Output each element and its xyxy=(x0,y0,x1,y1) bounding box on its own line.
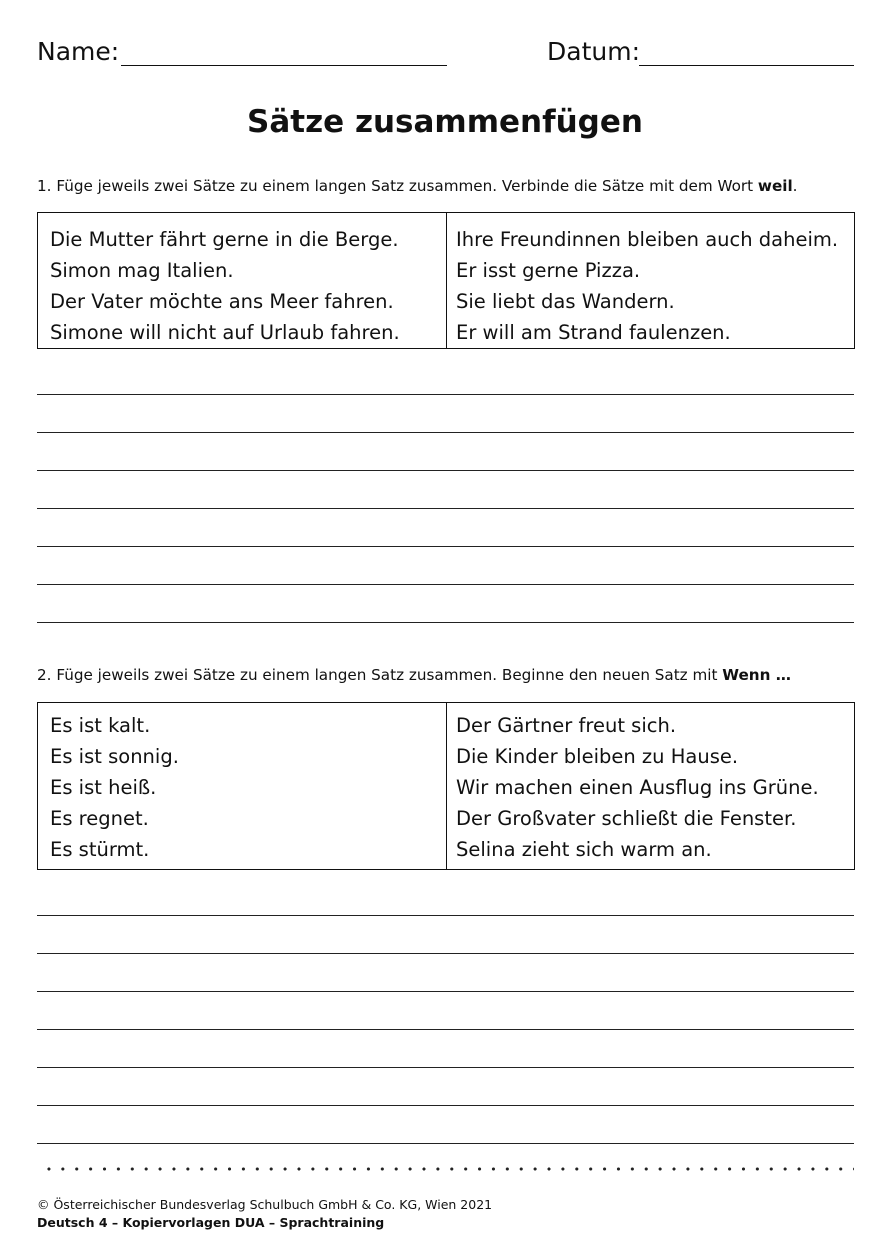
sentence: Sie liebt das Wandern. xyxy=(456,290,675,313)
dotted-separator xyxy=(42,1163,854,1175)
sentence: Simon mag Italien. xyxy=(50,259,234,282)
writing-line[interactable] xyxy=(37,546,854,547)
date-field[interactable] xyxy=(639,65,854,66)
writing-line[interactable] xyxy=(37,508,854,509)
exercise1-instruction xyxy=(37,175,798,197)
exercise1-left-column xyxy=(38,213,446,348)
writing-line[interactable] xyxy=(37,1029,854,1030)
exercise2-keyword: Wenn … xyxy=(722,666,791,684)
sentence: Selina zieht sich warm an. xyxy=(456,838,712,861)
exercise1-instruction-end: . xyxy=(792,177,798,195)
writing-line[interactable] xyxy=(37,991,854,992)
sentence: Der Gärtner freut sich. xyxy=(456,714,677,737)
writing-line[interactable] xyxy=(37,1143,854,1144)
header-row xyxy=(37,36,854,72)
writing-line[interactable] xyxy=(37,432,854,433)
name-label: Name: xyxy=(37,37,120,66)
name-field[interactable] xyxy=(121,65,447,66)
sentence: Es ist heiß. xyxy=(50,776,157,799)
sentence: Er isst gerne Pizza. xyxy=(456,259,641,282)
footer-book-title: Deutsch 4 – Kopiervorlagen DUA – Sprachtraining xyxy=(37,1215,385,1230)
date-label: Datum: xyxy=(547,37,640,66)
exercise1-sentence-box xyxy=(37,212,855,349)
sentence: Der Vater möchte ans Meer fahren. xyxy=(50,290,394,313)
writing-line[interactable] xyxy=(37,622,854,623)
writing-line[interactable] xyxy=(37,584,854,585)
sentence: Die Kinder bleiben zu Hause. xyxy=(456,745,739,768)
exercise2-instruction-text: 2. Füge jeweils zwei Sätze zu einem langen Satz zusammen. Beginne den neuen Satz mit xyxy=(37,666,723,684)
writing-line[interactable] xyxy=(37,953,854,954)
writing-line[interactable] xyxy=(37,470,854,471)
writing-line[interactable] xyxy=(37,394,854,395)
writing-line[interactable] xyxy=(37,1067,854,1068)
sentence: Die Mutter fährt gerne in die Berge. xyxy=(50,228,399,251)
writing-line[interactable] xyxy=(37,915,854,916)
sentence: Ihre Freundinnen bleiben auch daheim. xyxy=(456,228,839,251)
exercise1-keyword: weil xyxy=(757,177,793,195)
sentence: Es ist sonnig. xyxy=(50,745,179,768)
exercise1-instruction-text: 1. Füge jeweils zwei Sätze zu einem langen Satz zusammen. Verbinde die Sätze mit dem Wort xyxy=(37,177,758,195)
sentence: Es ist kalt. xyxy=(50,714,151,737)
exercise2-right-column xyxy=(446,703,854,869)
sentence: Es stürmt. xyxy=(50,838,150,861)
sentence: Simone will nicht auf Urlaub fahren. xyxy=(50,321,400,344)
exercise1-right-column xyxy=(446,213,854,348)
writing-line[interactable] xyxy=(37,1105,854,1106)
sentence: Der Großvater schließt die Fenster. xyxy=(456,807,797,830)
sentence: Wir machen einen Ausflug ins Grüne. xyxy=(456,776,819,799)
exercise2-instruction xyxy=(37,664,791,686)
exercise2-sentence-box xyxy=(37,702,855,870)
exercise2-left-column xyxy=(38,703,446,869)
footer-copyright: © Österreichischer Bundesverlag Schulbuch GmbH & Co. KG, Wien 2021 xyxy=(37,1197,493,1212)
sentence: Es regnet. xyxy=(50,807,149,830)
sentence: Er will am Strand faulenzen. xyxy=(456,321,731,344)
page-title: Sätze zusammenfügen xyxy=(247,104,643,140)
